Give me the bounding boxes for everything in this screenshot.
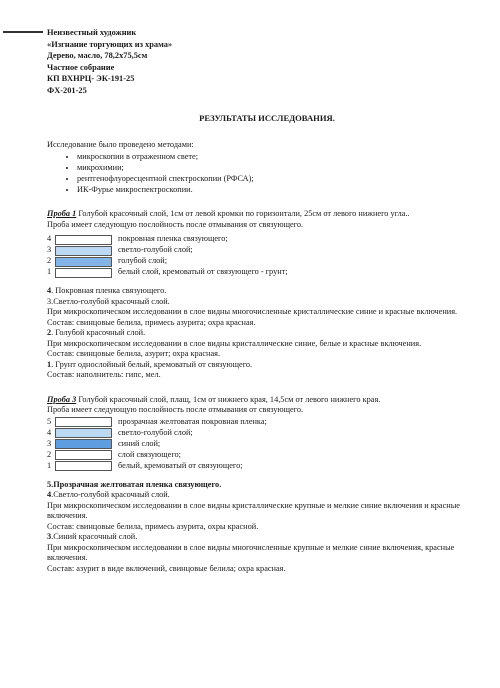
sample1-layer2 (47, 328, 487, 339)
layer-num: 4 (47, 286, 52, 295)
sample3-layers-intro: Проба имеет следующую послойность после отмывания от связующего. (47, 405, 304, 414)
sample3-layer5: 5.Прозрачная желтоватая пленка связующего. (47, 479, 222, 489)
document-page (47, 27, 487, 574)
collection-line: Частное собрание (47, 62, 115, 72)
layer-number: 2 (47, 449, 52, 459)
sample3-layer-table (47, 417, 487, 472)
layer-number: 5 (47, 416, 52, 426)
layer-description: светло-голубой слой; (118, 245, 193, 255)
sample3-label: Проба 3 (47, 394, 77, 404)
layer-number: 4 (47, 427, 52, 437)
sample1-layer3-title: 3.Светло-голубой красочный слой. (47, 296, 170, 306)
layer-title: . Покровная пленка связующего. (51, 286, 167, 295)
layer-row (47, 256, 487, 267)
sample3-layer3-micro: При микроскопическом исследовании в слое видны многочисленные крупные и мелкие синие включения, красные включения. (47, 542, 455, 562)
methods-intro: Исследование было проведено методами: (47, 139, 194, 149)
sample1-layer3-micro: При микроскопическом исследовании в слое видны многочисленные кристаллические синие и красные включения. (47, 307, 458, 316)
layer-description: покровная пленка связующего; (118, 234, 228, 244)
inventory-code: КП ВХНРЦ- ЭК-191-25 (47, 74, 135, 83)
layer-description: синий слой; (118, 438, 161, 448)
layer-number: 1 (47, 460, 52, 470)
sample1-layer2-comp: Состав: свинцовые белила, азурит; охра красная. (47, 349, 221, 358)
sample1-layer-table (47, 234, 487, 278)
layer-num: 1 (47, 359, 52, 369)
layer-color-swatch (55, 235, 112, 245)
sample1-layers-intro: Проба имеет следующую послойность после отмывания от связующего. (47, 219, 304, 229)
layer-color-swatch (55, 450, 112, 460)
layer-number: 3 (47, 245, 52, 255)
sample3-layer4 (47, 490, 487, 501)
sample1-layer3-comp: Состав: свинцовые белила, примесь азурита; охра красная. (47, 317, 256, 327)
layer-description: белый, кремоватый от связующего; (118, 460, 243, 470)
layer-title: . Голубой красочный слой. (51, 328, 146, 337)
layer-number: 2 (47, 256, 52, 266)
sample3-layer3 (47, 532, 487, 543)
layer-title: . Грунт однослойный белый, кремоватый от связующего. (51, 359, 253, 369)
layer-row (47, 461, 487, 472)
sample3-heading (47, 395, 487, 406)
sample1-layer1 (47, 360, 487, 371)
method-item: • микрохимии; (77, 162, 487, 173)
layer-number: 3 (47, 438, 52, 448)
layer-number: 1 (47, 267, 52, 277)
layer-num: 4 (47, 490, 52, 499)
layer-description: светло-голубой слой; (118, 427, 193, 437)
sample3-layer4-comp: Состав: свинцовые белила, примесь азурита, охры красной. (47, 521, 259, 531)
sample1-layer2-micro: При микроскопическом исследовании в слое видны кристаллические синие, белые и красные включения. (47, 338, 422, 348)
sample1-heading (47, 209, 487, 220)
sample1-desc: Голубой красочный слой, 1см от левой кромки по горизонтали, 25см от левого нижнего угла.. (76, 209, 410, 218)
header-block (47, 27, 487, 96)
layer-row (47, 417, 487, 428)
layer-color-swatch (55, 257, 112, 267)
layer-description: белый слой, кремоватый от связующего - грунт; (118, 267, 288, 277)
layer-row (47, 428, 487, 439)
sample1-layer4 (47, 286, 487, 297)
scan-mark (3, 31, 43, 33)
layer-title: .Светло-голубой красочный слой. (51, 490, 170, 499)
method-item: • микроскопии в отраженном свете; (77, 151, 487, 162)
layer-color-swatch (55, 461, 112, 471)
layer-num: 2 (47, 328, 52, 337)
layer-color-swatch (55, 417, 112, 427)
layer-row (47, 450, 487, 461)
layer-description: прозрачная желтоватая покровная пленка; (118, 416, 267, 426)
layer-row (47, 234, 487, 245)
methods-list (47, 151, 487, 195)
layer-color-swatch (55, 439, 112, 449)
layer-row (47, 245, 487, 256)
layer-num: 3 (47, 532, 52, 541)
medium-line: Дерево, масло, 78,2х75,5см (47, 51, 148, 60)
sample3-desc: Голубой красочный слой, плащ, 1см от нижнего края, 14,5см от левого нижнего края. (76, 394, 381, 404)
page-title: РЕЗУЛЬТАТЫ ИССЛЕДОВАНИЯ. (199, 113, 335, 123)
method-item: • рентгенофлуоресцентной спектроскопии (РФСА); (77, 173, 487, 184)
sample3-layer4-micro: При микроскопическом исследовании в слое видны кристаллические крупные и мелкие синие включения и красные включения. (47, 500, 460, 520)
sample1-label: Проба 1 (47, 209, 77, 218)
artist-line: Неизвестный художник (47, 28, 137, 37)
layer-number: 4 (47, 234, 52, 244)
sample3-layer3-comp: Состав: азурит в виде включений, свинцовые белила; охра красная. (47, 563, 286, 573)
layer-description: слой связующего; (118, 449, 181, 459)
analysis-code: ФХ-201-25 (47, 85, 87, 95)
layer-color-swatch (55, 268, 112, 278)
artwork-title: «Изгнание торгующих из храма» (47, 39, 173, 49)
sample1-layer1-comp: Состав: наполнитель: гипс, мел. (47, 370, 161, 379)
layer-description: голубой слой; (118, 256, 168, 266)
layer-row (47, 267, 487, 278)
layer-color-swatch (55, 246, 112, 256)
layer-row (47, 439, 487, 450)
layer-color-swatch (55, 428, 112, 438)
method-item: • ИК-Фурье микроспектроскопии. (77, 184, 487, 195)
layer-title: .Синий красочный слой. (51, 532, 138, 541)
